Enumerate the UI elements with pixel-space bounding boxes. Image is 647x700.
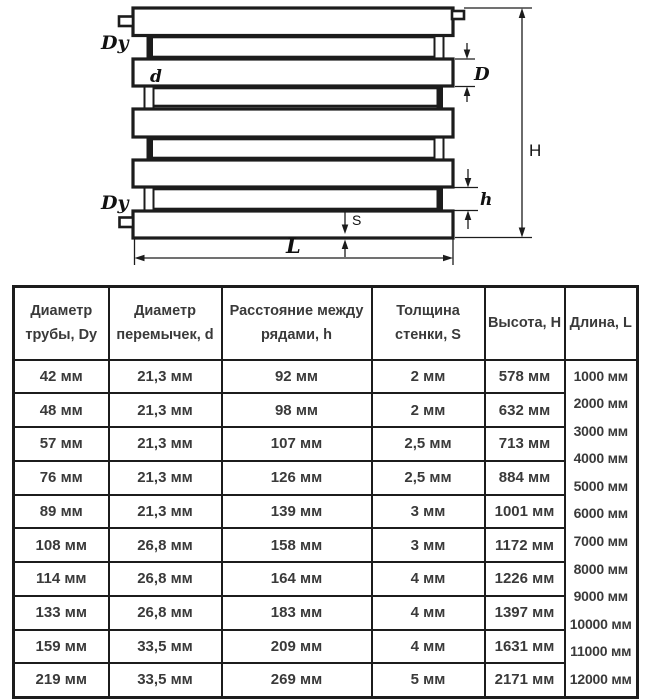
length-item: 12000 мм [569, 671, 632, 688]
cell-h: 209 мм [222, 630, 372, 664]
label-L: L [286, 233, 301, 258]
length-item: 2000 мм [573, 395, 628, 412]
header-row [14, 287, 638, 360]
label-D: D [474, 64, 490, 85]
cell-dy: 42 мм [14, 360, 109, 394]
spec-table-container [12, 285, 636, 699]
cell-dy: 48 мм [14, 393, 109, 427]
spec-table [12, 285, 639, 699]
dim-S-arrow-up [342, 240, 349, 250]
table-row [14, 461, 638, 495]
header-height: Высота, H [485, 287, 565, 360]
cell-d: 26,8 мм [109, 596, 222, 630]
dim-H-arrow-down [519, 228, 526, 238]
table-row [14, 495, 638, 529]
pipe-narrow-3 [149, 139, 441, 158]
jumper-hollow-left-2 [145, 187, 154, 212]
header-wall-thickness: Толщина стенки, S [372, 287, 485, 360]
dim-H [455, 8, 532, 238]
dim-D-arrow-up [464, 87, 471, 97]
header-jumper-diameter: Диаметр перемычек, d [109, 287, 222, 360]
cell-dy: 108 мм [14, 528, 109, 562]
cell-dy: 133 мм [14, 596, 109, 630]
label-dy-top: Dy [101, 32, 129, 54]
cell-dy: 114 мм [14, 562, 109, 596]
length-item: 4000 мм [573, 450, 628, 467]
length-item: 8000 мм [573, 560, 628, 577]
cell-height: 578 мм [485, 360, 565, 394]
cell-height: 632 мм [485, 393, 565, 427]
table-row [14, 528, 638, 562]
cell-height: 1397 мм [485, 596, 565, 630]
length-item: 3000 мм [573, 422, 628, 439]
cell-d: 33,5 мм [109, 663, 222, 697]
cell-d: 26,8 мм [109, 562, 222, 596]
jumper-hollow-left-1 [145, 86, 154, 110]
pipe-wide-3 [133, 109, 453, 137]
cell-d: 21,3 мм [109, 495, 222, 529]
cell-height: 884 мм [485, 461, 565, 495]
length-item: 7000 мм [573, 533, 628, 550]
pipe-wide-2 [133, 59, 453, 86]
cell-s: 3 мм [372, 528, 485, 562]
header-length: Длина, L [565, 287, 638, 360]
table-row [14, 427, 638, 461]
pipe-narrow-4 [149, 189, 441, 209]
cell-s: 3 мм [372, 495, 485, 529]
pipe-register-drawing [0, 0, 647, 278]
table-row [14, 562, 638, 596]
pipe-wide-4 [133, 160, 453, 187]
header-pipe-diameter: Диаметр трубы, Dy [14, 287, 109, 360]
cell-s: 4 мм [372, 630, 485, 664]
cell-h: 107 мм [222, 427, 372, 461]
cell-d: 33,5 мм [109, 630, 222, 664]
label-h: h [480, 190, 493, 210]
cell-h: 158 мм [222, 528, 372, 562]
cell-dy: 57 мм [14, 427, 109, 461]
jumper-solid-right-1 [437, 84, 444, 111]
cell-height: 1001 мм [485, 495, 565, 529]
register-diagram-svg [0, 0, 647, 278]
length-item: 1000 мм [573, 367, 628, 384]
pipe-stub-top-right [452, 11, 464, 19]
cell-h: 183 мм [222, 596, 372, 630]
table-row [14, 663, 638, 697]
cell-s: 4 мм [372, 562, 485, 596]
cell-d: 21,3 мм [109, 393, 222, 427]
cell-dy: 76 мм [14, 461, 109, 495]
jumper-solid-right-2 [437, 185, 444, 213]
cell-d: 21,3 мм [109, 461, 222, 495]
cell-d: 26,8 мм [109, 528, 222, 562]
cell-s: 4 мм [372, 596, 485, 630]
pipe-narrow-2 [149, 88, 441, 106]
cell-d: 21,3 мм [109, 360, 222, 394]
pipe-wide-1 [133, 8, 453, 36]
table-row [14, 630, 638, 664]
cell-s: 2,5 мм [372, 427, 485, 461]
cell-h: 164 мм [222, 562, 372, 596]
cell-s: 2 мм [372, 393, 485, 427]
length-item: 9000 мм [573, 588, 628, 605]
jumper-solid-left-1 [147, 33, 154, 61]
label-S: S [352, 212, 362, 228]
dim-D [455, 43, 475, 102]
length-list [568, 363, 635, 694]
header-row-spacing: Расстояние между рядами, h [222, 287, 372, 360]
pipe-narrow-1 [149, 37, 441, 57]
dim-H-arrow-up [519, 8, 526, 18]
cell-height: 1226 мм [485, 562, 565, 596]
cell-h: 98 мм [222, 393, 372, 427]
cell-dy: 159 мм [14, 630, 109, 664]
cell-d: 21,3 мм [109, 427, 222, 461]
table-row [14, 596, 638, 630]
table-row [14, 393, 638, 427]
pipe-stub-top-left [119, 17, 133, 27]
pipe-stub-bottom-left [120, 218, 134, 228]
length-item: 6000 мм [573, 505, 628, 522]
cell-h: 92 мм [222, 360, 372, 394]
cell-height: 1631 мм [485, 630, 565, 664]
cell-s: 2 мм [372, 360, 485, 394]
jumper-hollow-right-1 [435, 36, 444, 60]
length-item: 11000 мм [570, 643, 632, 660]
cell-height: 713 мм [485, 427, 565, 461]
cell-dy: 89 мм [14, 495, 109, 529]
cell-s: 2,5 мм [372, 461, 485, 495]
length-item: 10000 мм [569, 615, 632, 632]
dim-D-arrow-down [464, 50, 471, 60]
cell-height: 1172 мм [485, 528, 565, 562]
jumper-solid-left-2 [147, 135, 154, 162]
table-row [14, 360, 638, 394]
label-d: d [150, 67, 162, 87]
jumper-hollow-right-2 [435, 137, 444, 161]
dim-h-arrow-up [465, 211, 472, 221]
dim-L-arrow-right [443, 255, 453, 262]
length-item: 5000 мм [573, 477, 628, 494]
dim-h-arrow-down [465, 178, 472, 188]
cell-height: 2171 мм [485, 663, 565, 697]
cell-h: 269 мм [222, 663, 372, 697]
dim-L-arrow-left [135, 255, 145, 262]
cell-s: 5 мм [372, 663, 485, 697]
cell-h: 139 мм [222, 495, 372, 529]
label-H: H [529, 141, 542, 160]
cell-lengths [565, 360, 638, 698]
cell-dy: 219 мм [14, 663, 109, 697]
label-dy-bottom: Dy [101, 192, 129, 214]
cell-h: 126 мм [222, 461, 372, 495]
